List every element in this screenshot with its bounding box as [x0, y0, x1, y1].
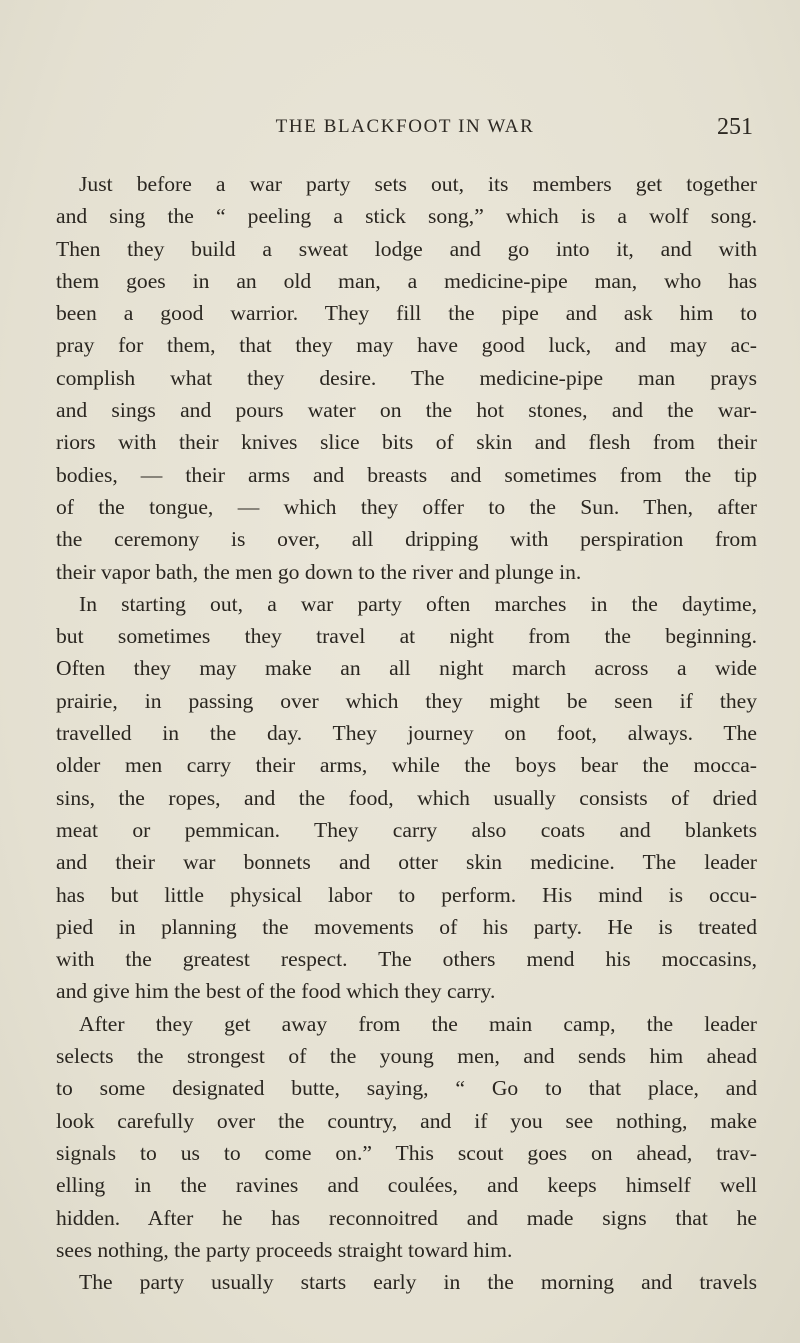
text-line: meat or pemmican. They carry also coats and blankets	[56, 817, 757, 842]
text-line: prairie, in passing over which they might be seen if they	[56, 688, 757, 713]
text-line: to some designated butte, saying, “ Go to that place, and	[56, 1076, 757, 1101]
page-number: 251	[717, 114, 753, 140]
text-line: and sings and pours water on the hot stones, and the war-	[56, 398, 757, 423]
text-line: signals to us to come on.” This scout goes on ahead, trav-	[56, 1140, 757, 1165]
text-line: bodies, — their arms and breasts and sometimes from the tip	[56, 462, 757, 487]
body-text	[56, 168, 757, 1298]
text-line: the ceremony is over, all dripping with perspiration from	[56, 527, 757, 552]
text-line: Then they build a sweat lodge and go into it, and with	[56, 236, 757, 261]
text-line: been a good warrior. They fill the pipe and ask him to	[56, 301, 757, 326]
text-line: but sometimes they travel at night from the beginning.	[56, 624, 757, 649]
text-line: riors with their knives slice bits of skin and flesh from their	[56, 430, 757, 455]
text-line: of the tongue, — which they offer to the Sun. Then, after	[56, 494, 757, 519]
text-line: pray for them, that they may have good luck, and may ac-	[56, 333, 757, 358]
text-line: Often they may make an all night march across a wide	[56, 656, 757, 681]
text-line: and sing the “ peeling a stick song,” which is a wolf song.	[56, 204, 757, 229]
text-line: travelled in the day. They journey on foot, always. The	[56, 721, 757, 746]
text-line: The party usually starts early in the morning and travels	[79, 1270, 757, 1295]
text-line: and give him the best of the food which they carry.	[56, 979, 496, 1004]
text-line: has but little physical labor to perform. His mind is occu-	[56, 882, 757, 907]
text-line: selects the strongest of the young men, and sends him ahead	[56, 1044, 757, 1069]
text-line: them goes in an old man, a medicine-pipe man, who has	[56, 268, 757, 293]
text-line: sees nothing, the party proceeds straight toward him.	[56, 1237, 513, 1262]
text-line: look carefully over the country, and if you see nothing, make	[56, 1108, 757, 1133]
text-line: pied in planning the movements of his party. He is treated	[56, 914, 757, 939]
text-line: sins, the ropes, and the food, which usually consists of dried	[56, 785, 757, 810]
text-line: older men carry their arms, while the boys bear the mocca-	[56, 753, 757, 778]
running-head-title: THE BLACKFOOT IN WAR	[275, 116, 535, 137]
text-line: In starting out, a war party often marches in the daytime,	[79, 591, 757, 616]
running-head	[55, 116, 755, 146]
text-line: elling in the ravines and coulées, and keeps himself well	[56, 1173, 757, 1198]
text-line: complish what they desire. The medicine-pipe man prays	[56, 365, 757, 390]
text-line: their vapor bath, the men go down to the river and plunge in.	[56, 559, 582, 584]
text-line: and their war bonnets and otter skin medicine. The leader	[56, 850, 757, 875]
text-line: hidden. After he has reconnoitred and made signs that he	[56, 1205, 757, 1230]
text-line: with the greatest respect. The others mend his moccasins,	[56, 947, 757, 972]
text-line: Just before a war party sets out, its members get together	[79, 172, 757, 196]
text-line: After they get away from the main camp, the leader	[79, 1011, 757, 1036]
